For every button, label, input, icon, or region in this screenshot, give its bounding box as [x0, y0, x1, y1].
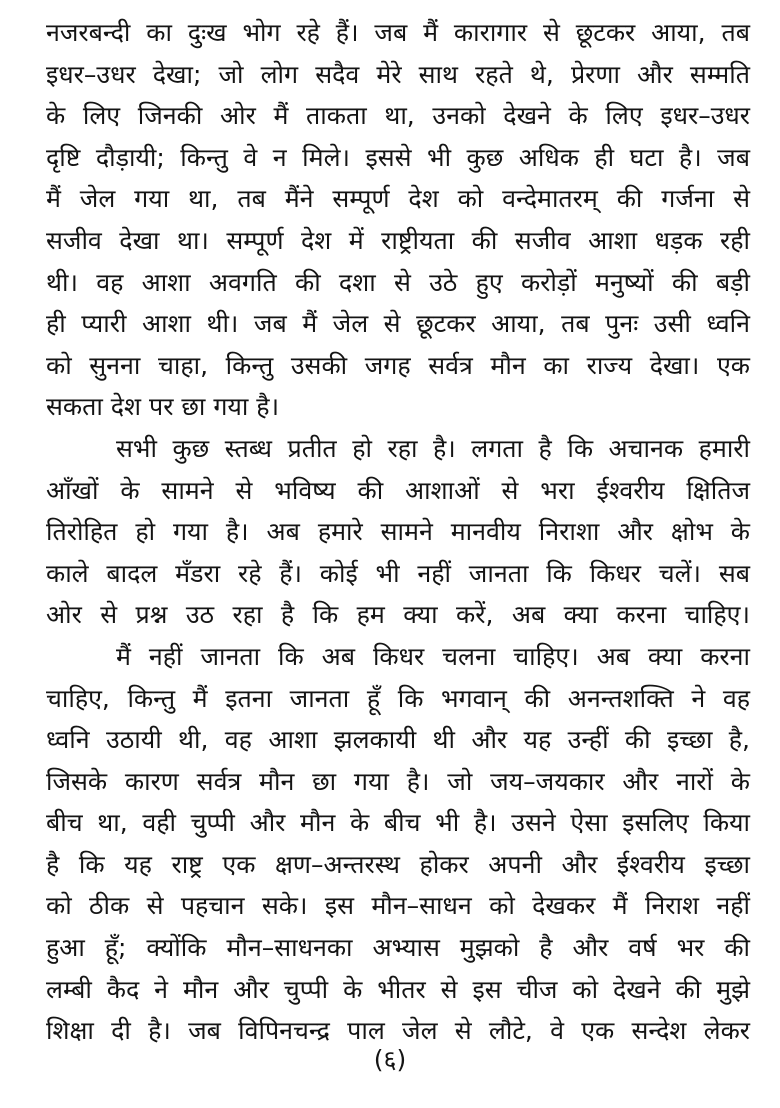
text-line: मैं नहीं जानता कि अब किधर चलना चाहिए। अब क्या करना [116, 641, 750, 671]
text-line: आँखों के सामने से भविष्य की आशाओं से भरा ईश्वरीय क्षितिज [46, 475, 750, 505]
paragraph-3 [46, 636, 750, 1052]
text-line: हुआ हूँ; क्योंकि मौन–साधनका अभ्यास मुझको है और वर्ष भर की [46, 933, 750, 963]
text-line: जिसके कारण सर्वत्र मौन छा गया है। जो जय–जयकार और नारों के [46, 766, 750, 796]
text-line: के लिए जिनकी ओर मैं ताकता था, उनको देखने के लिए इधर–उधर [46, 101, 750, 131]
text-line: है कि यह राष्ट्र एक क्षण–अन्तरस्थ होकर अपनी और ईश्वरीय इच्छा [46, 849, 750, 879]
text-line: मैं जेल गया था, तब मैंने सम्पूर्ण देश को वन्देमातरम् की गर्जना से [46, 184, 750, 214]
text-line: चाहिए, किन्तु मैं इतना जानता हूँ कि भगवान् की अनन्तशक्ति ने वह [46, 683, 750, 713]
text-line: लम्बी कैद ने मौन और चुप्पी के भीतर से इस चीज को देखने की मुझे [46, 974, 750, 1004]
text-line: ही प्यारी आशा थी। जब मैं जेल से छूटकर आया, तब पुनः उसी ध्वनि [46, 309, 750, 339]
text-line: नजरबन्दी का दुःख भोग रहे हैं। जब मैं कारागार से छूटकर आया, तब [46, 18, 750, 47]
text-line: काले बादल मँडरा रहे हैं। कोई भी नहीं जानता कि किधर चलें। सब [46, 558, 750, 588]
text-line: को सुनना चाहा, किन्तु उसकी जगह सर्वत्र मौन का राज्य देखा। एक [46, 350, 750, 380]
paragraph-1 [46, 12, 750, 428]
text-line: सकता देश पर छा गया है। [46, 392, 280, 422]
paragraph-2 [46, 428, 750, 636]
text-line: तिरोहित हो गया है। अब हमारे सामने मानवीय निराशा और क्षोभ के [46, 517, 750, 547]
text-line: ओर से प्रश्न उठ रहा है कि हम क्या करें, अब क्या करना चाहिए। [46, 600, 750, 630]
page-number: (६) [373, 1045, 407, 1074]
text-line: शिक्षा दी है। जब विपिनचन्द्र पाल जेल से लौटे, वे एक सन्देश लेकर [46, 1016, 750, 1046]
text-line: बीच था, वही चुप्पी और मौन के बीच भी है। उसने ऐसा इसलिए किया [46, 808, 750, 838]
text-line: सभी कुछ स्तब्ध प्रतीत हो रहा है। लगता है कि अचानक हमारी [116, 433, 750, 463]
text-line: इधर–उधर देखा; जो लोग सदैव मेरे साथ रहते थे, प्रेरणा और सम्मति [46, 59, 750, 89]
text-line: को ठीक से पहचान सके। इस मौन–साधन को देखकर मैं निराश नहीं [46, 891, 750, 921]
text-line: थी। वह आशा अवगति की दशा से उठे हुए करोड़ों मनुष्यों की बड़ी [46, 267, 750, 297]
text-line: ध्वनि उठायी थी, वह आशा झलकायी थी और यह उन्हीं की इच्छा है, [46, 725, 750, 755]
text-line: सजीव देखा था। सम्पूर्ण देश में राष्ट्रीयता की सजीव आशा धड़क रही [46, 225, 750, 255]
text-line: दृष्टि दौड़ायी; किन्तु वे न मिले। इससे भी कुछ अधिक ही घटा है। जब [46, 142, 750, 172]
